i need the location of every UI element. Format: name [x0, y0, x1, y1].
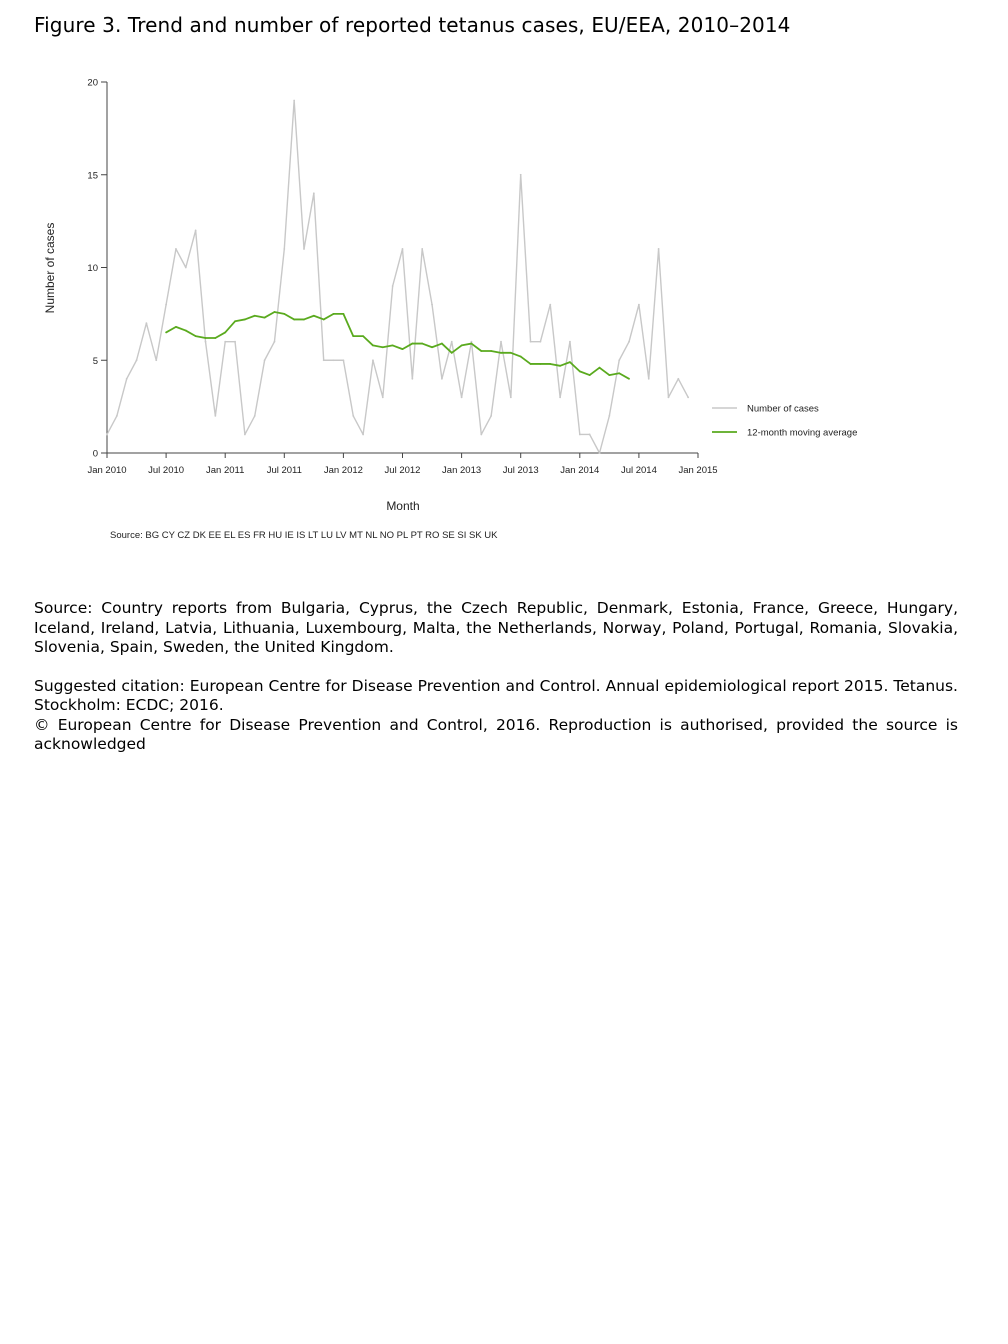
cases-point [500, 341, 502, 343]
moving-average-point [382, 346, 384, 348]
x-tick-label: Jan 2012 [323, 465, 363, 476]
moving-average-point [402, 348, 404, 350]
cases-point [352, 415, 354, 417]
tetanus-cases-line-chart [0, 60, 1008, 560]
moving-average-point [549, 363, 551, 365]
cases-point [668, 396, 670, 398]
figure-notes [34, 599, 958, 755]
x-tick-label: Jul 2010 [148, 465, 185, 476]
moving-average-point [608, 374, 610, 376]
cases-point [274, 341, 276, 343]
chart-axes [87, 78, 717, 477]
cases-point [638, 304, 640, 306]
moving-average-point [421, 343, 423, 345]
moving-average-point [175, 326, 177, 328]
y-tick-label: 15 [87, 170, 98, 182]
cases-point [451, 341, 453, 343]
cases-point [165, 304, 167, 306]
moving-average-point [352, 335, 354, 337]
moving-average-point [224, 332, 226, 334]
cases-point [421, 248, 423, 250]
cases-point [313, 192, 315, 194]
cases-point [608, 415, 610, 417]
cases-point [628, 341, 630, 343]
cases-point [411, 378, 413, 380]
figure-title: Figure 3. Trend and number of reported tetanus cases, EU/EEA, 2010–2014 [34, 13, 791, 37]
cases-point [520, 174, 522, 176]
moving-average-point [205, 337, 207, 339]
moving-average-point [333, 313, 335, 315]
cases-point [254, 415, 256, 417]
x-tick-label: Jul 2012 [384, 465, 421, 476]
copyright-note: © European Centre for Disease Prevention and Control, 2016. Reproduction is authorised, provided the source is acknowledged [34, 715, 958, 753]
x-tick-label: Jan 2014 [560, 465, 600, 476]
moving-average-point [530, 363, 532, 365]
cases-point [362, 434, 364, 436]
cases-point [185, 267, 187, 269]
cases-point [540, 341, 542, 343]
cases-point [234, 341, 236, 343]
y-axis-label: Number of cases [43, 222, 57, 314]
x-axis-label: Month [386, 499, 420, 513]
cases-point [323, 359, 325, 361]
cases-point [530, 341, 532, 343]
moving-average-point [441, 343, 443, 345]
y-tick-label: 20 [87, 77, 98, 89]
chart-series [106, 100, 689, 454]
moving-average-point [480, 350, 482, 352]
moving-average-point [618, 372, 620, 374]
moving-average-point [165, 332, 167, 334]
cases-point [402, 248, 404, 250]
moving-average-point [461, 345, 463, 347]
cases-line [107, 101, 688, 453]
cases-point [244, 434, 246, 436]
moving-average-point [589, 374, 591, 376]
moving-average-point [559, 365, 561, 367]
cases-point [264, 359, 266, 361]
moving-average-point [471, 343, 473, 345]
moving-average-point [500, 352, 502, 354]
x-tick-label: Jul 2013 [502, 465, 539, 476]
cases-point [677, 378, 679, 380]
cases-point [372, 359, 374, 361]
cases-point [293, 100, 295, 102]
chart-source-note: Source: BG CY CZ DK EE EL ES FR HU IE IS LT LU LV MT NL NO PL PT RO SE SI SK UK [110, 530, 498, 541]
legend-label: 12-month moving average [747, 427, 858, 439]
cases-point [343, 359, 345, 361]
cases-point [559, 396, 561, 398]
cases-point [136, 359, 138, 361]
x-tick-label: Jan 2015 [678, 465, 718, 476]
cases-point [480, 434, 482, 436]
cases-point [283, 248, 285, 250]
moving-average-point [628, 378, 630, 380]
cases-point [579, 434, 581, 436]
moving-average-point [372, 345, 374, 347]
x-tick-label: Jul 2014 [620, 465, 657, 476]
cases-point [687, 396, 689, 398]
cases-point [549, 304, 551, 306]
moving-average-point [579, 370, 581, 372]
chart-legend [712, 404, 857, 439]
moving-average-point [323, 319, 325, 321]
moving-average-point [264, 317, 266, 319]
cases-point [569, 341, 571, 343]
x-tick-label: Jan 2010 [87, 465, 127, 476]
cases-point [431, 304, 433, 306]
x-tick-label: Jan 2011 [206, 465, 245, 476]
moving-average-point [254, 315, 256, 317]
cases-point [126, 378, 128, 380]
cases-point [658, 248, 660, 250]
moving-average-point [520, 356, 522, 358]
moving-average-point [303, 319, 305, 321]
cases-point [589, 434, 591, 436]
moving-average-point [274, 311, 276, 313]
moving-average-point [313, 315, 315, 317]
cases-point [155, 359, 157, 361]
x-tick-label: Jul 2011 [266, 465, 302, 476]
cases-point [195, 230, 197, 232]
cases-point [146, 322, 148, 324]
cases-point [333, 359, 335, 361]
moving-average-point [185, 330, 187, 332]
moving-average-point [411, 343, 413, 345]
cases-point [599, 452, 601, 454]
cases-point [303, 248, 305, 250]
legend-label: Number of cases [747, 403, 819, 415]
cases-point [490, 415, 492, 417]
cases-point [205, 341, 207, 343]
moving-average-point [244, 319, 246, 321]
y-tick-label: 5 [92, 355, 98, 367]
moving-average-point [234, 320, 236, 322]
y-tick-label: 10 [87, 263, 98, 274]
source-note: Source: Country reports from Bulgaria, Cyprus, the Czech Republic, Denmark, Estonia, France, Greece, Hungary, Iceland, Ireland, Latvia, Lithuania, Luxembourg, Malta, the Netherlands, Norway, Poland, Portugal, Romania, Slovakia, Slovenia, Spain, Sweden, the United Kingdom. [34, 599, 958, 656]
cases-point [461, 396, 463, 398]
cases-point [382, 396, 384, 398]
moving-average-point [540, 363, 542, 365]
moving-average-point [510, 352, 512, 354]
x-tick-label: Jan 2013 [442, 465, 482, 476]
cases-point [106, 434, 108, 436]
cases-point [648, 378, 650, 380]
cases-point [224, 341, 226, 343]
moving-average-point [490, 350, 492, 352]
cases-point [116, 415, 118, 417]
y-tick-label: 0 [92, 448, 98, 460]
moving-average-point [431, 346, 433, 348]
moving-average-point [451, 352, 453, 354]
moving-average-point [599, 367, 601, 369]
moving-average-point [195, 335, 197, 337]
moving-average-point [293, 319, 295, 321]
cases-point [510, 396, 512, 398]
moving-average-point [214, 337, 216, 339]
cases-point [441, 378, 443, 380]
cases-point [214, 415, 216, 417]
moving-average-point [392, 345, 394, 347]
moving-average-point [343, 313, 345, 315]
cases-point [175, 248, 177, 250]
cases-point [618, 359, 620, 361]
cases-point [392, 285, 394, 287]
moving-average-point [362, 335, 364, 337]
moving-average-point [283, 313, 285, 315]
citation-note: Suggested citation: European Centre for Disease Prevention and Control. Annual epidemiological report 2015. Tetanus. Stockholm: ECDC; 2016. [34, 676, 958, 714]
moving-average-point [569, 361, 571, 363]
cases-point [471, 341, 473, 343]
